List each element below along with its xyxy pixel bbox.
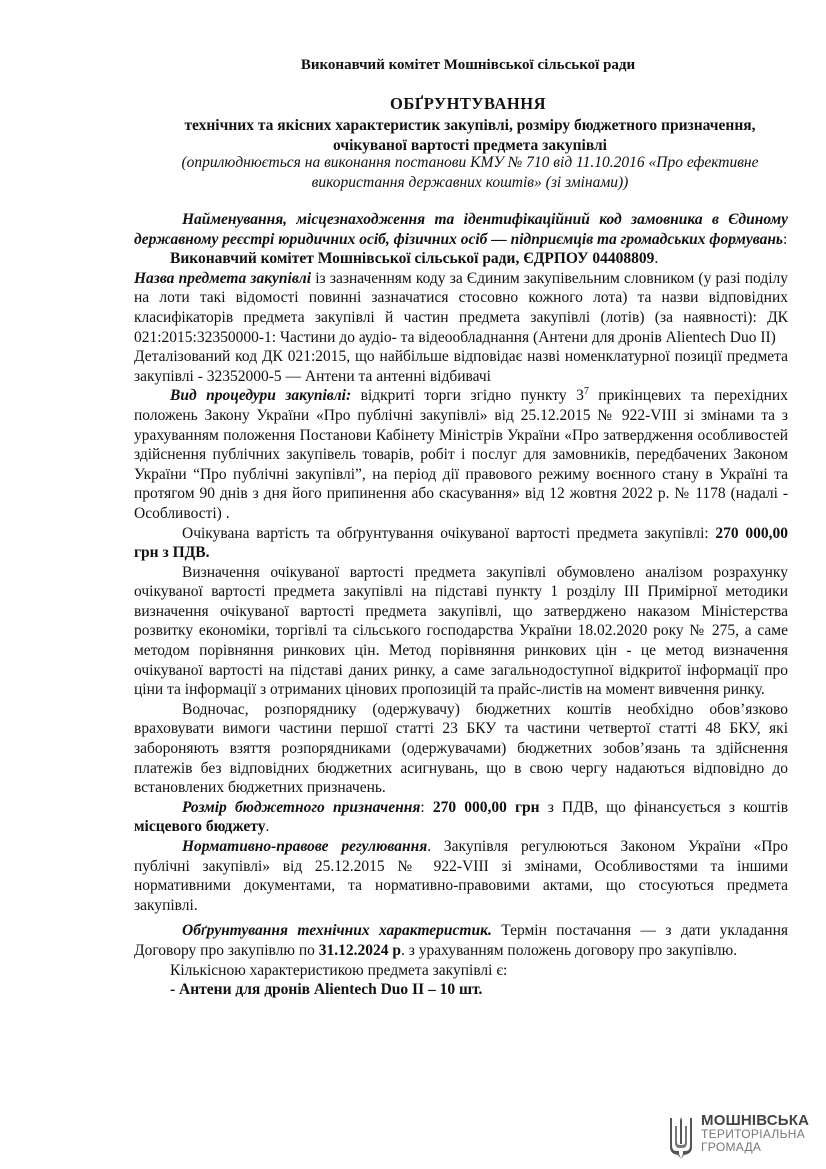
expected-cost-text: Очікувана вартість та обґрунтування очікуваної вартості предмета закупівлі: [182,524,709,542]
tech-text-a: Термін постачання — з дати укладання Договору про закупівлю по [134,922,788,959]
budget-rule-paragraph: Водночас, розпоряднику (одержувачу) бюджетних коштів необхідно обов’язково враховувати вимоги частини першої статті 23 БКУ та частини четвертої статті 48 БКУ, які забороняють взяття розпорядниками (одержувачами) бюджетних зобов’язань та здійснення платежів без відповідних бюджетних асигнувань, що в свою чергу надаються відповідно до встановлених бюджетних призначень. [134,700,788,797]
budget-paragraph [134,798,788,837]
procedure-heading: Вид процедури закупівлі: [170,387,352,405]
customer-value: Виконавчий комітет Мошнівської сільської ради, ЄДРПОУ 04408809 [170,250,655,268]
quantity-item: - Антени для дронів Alientech Duo II – 10 шт. [170,981,483,999]
trident-icon [667,1116,695,1160]
logo-line-2: ТЕРИТОРІАЛЬНА [701,1126,806,1141]
tech-heading: Обґрунтування технічних характеристик. [182,922,492,940]
committee-name: Виконавчий комітет Мошнівської сільської ради [300,57,636,73]
procedure-text-a: відкриті торги згідно пункту 3 [351,387,584,405]
budget-source: місцевого бюджету [134,818,266,836]
customer-heading: Найменування, місцезнаходження та ідентифікаційний код замовника в Єдиному державному реєстрі юридичних осіб, фізичних осіб — підприємців та громадських формувань [134,211,788,248]
subject-paragraph [134,269,788,347]
document-subtitle [140,116,800,156]
subtitle-line-1: технічних та якісних характеристик закупівлі, розміру бюджетного призначення, [184,117,756,134]
publication-note: (оприлюднюється на виконання постанови КМУ № 710 від 11.10.2016 «Про ефективне використання державних коштів» (зі змінами)) [181,154,759,191]
document-body [134,210,788,1000]
tech-date: 31.12.2024 р [318,941,401,959]
procedure-sup: 7 [583,386,589,398]
tech-text-b: . з урахуванням положень договору про закупівлю. [401,941,738,959]
regulation-text: . Закупівля регулюються Законом України «Про публічні закупівлі» від 25.12.2015 № 922-VIII зі змінами, Особливостями та іншими нормативними документами, та нормативно-правовими актами, що стосуються предмета закупівлі. [134,838,788,914]
regulation-paragraph [134,837,788,915]
customer-value-paragraph [134,249,788,269]
procedure-text-b: прикінцевих та перехідних положень Закону України «Про публічні закупівлі» від 25.12.2015 № 922-VIII зі змінами та з урахуванням положення Постанови Кабінету Міністрів України «Про затвердження особливостей здійснення публічних закупівель товарів, робіт і послуг для замовників, передбачених Законом України “Про публічні закупівлі”, на період дії правового режиму воєнного стану в Україні та протягом 90 днів з дня його припинення або скасування» від 12 жовтня 2022 р. № 1178 (надалі - Особливості) . [134,387,788,522]
budget-end: . [265,818,270,836]
logo-line-3: ГРОМАДА [701,1140,762,1154]
customer-heading-paragraph [134,210,788,249]
procedure-paragraph [134,386,788,523]
quantity-intro: Кількісною характеристикою предмета закупівлі є: [170,961,508,979]
logo-text [701,1114,809,1155]
budget-text: з ПДВ, що фінансується з коштів [539,798,789,816]
subtitle-line-2: очікуваної вартості предмета закупівлі [333,137,607,154]
budget-heading: Розмір бюджетного призначення [182,798,421,816]
regulation-heading: Нормативно-правове регулювання [182,838,428,855]
customer-heading-end: : [783,230,788,248]
expected-cost-value: 270 000,00 грн з ПДВ. [134,524,789,562]
budget-amount: 270 000,00 грн [432,798,540,816]
expected-cost-paragraph [134,524,788,563]
document-title: ОБҐРУНТУВАННЯ [389,94,546,113]
logo-line-1: МОШНІВСЬКА [701,1112,810,1129]
community-logo [667,1112,812,1164]
subject-text: із зазначенням коду за Єдиним закупівельним словником (у разі поділу на лоти такі відомості повинні зазначатися стосовно кожного лота) та назви відповідних класифікаторів предмета закупівлі й частин предмета закупівлі (лотів) (за наявності): ДК 021:2015:32350000-1: Частини до аудіо- та відеообладнання (Антени для дронів Alientech Duo II) [134,269,788,346]
subject-heading: Назва предмета закупівлі [134,269,312,287]
customer-value-end: . [654,250,659,268]
cost-basis-paragraph: Визначення очікуваної вартості предмета закупівлі обумовлено аналізом розрахунку очікуваної вартості предмета закупівлі на підставі пункту 1 розділу III Примірної методики визначення очікуваної вартості предмета закупівлі, що затверджено наказом Міністерства розвитку економіки, торгівлі та сільського господарства України 18.02.2020 року № 275, а саме методом порівняння ринкових цін. Метод порівняння ринкових цін - це метод визначення очікуваної вартості на підставі даних ринку, а саме загальнодоступної відкритої інформації про ціни та інформації з отриманих цінових пропозицій та прайс-листів на момент вивчення ринку. [134,563,788,699]
subject-detail: Деталізований код ДК 021:2015, що найбільше відповідає назві номенклатурної позиції предмета закупівлі - 32352000-5 — Антени та антенні відбивачі [134,348,788,385]
budget-sep: : [420,798,433,816]
tech-paragraph [134,921,788,960]
